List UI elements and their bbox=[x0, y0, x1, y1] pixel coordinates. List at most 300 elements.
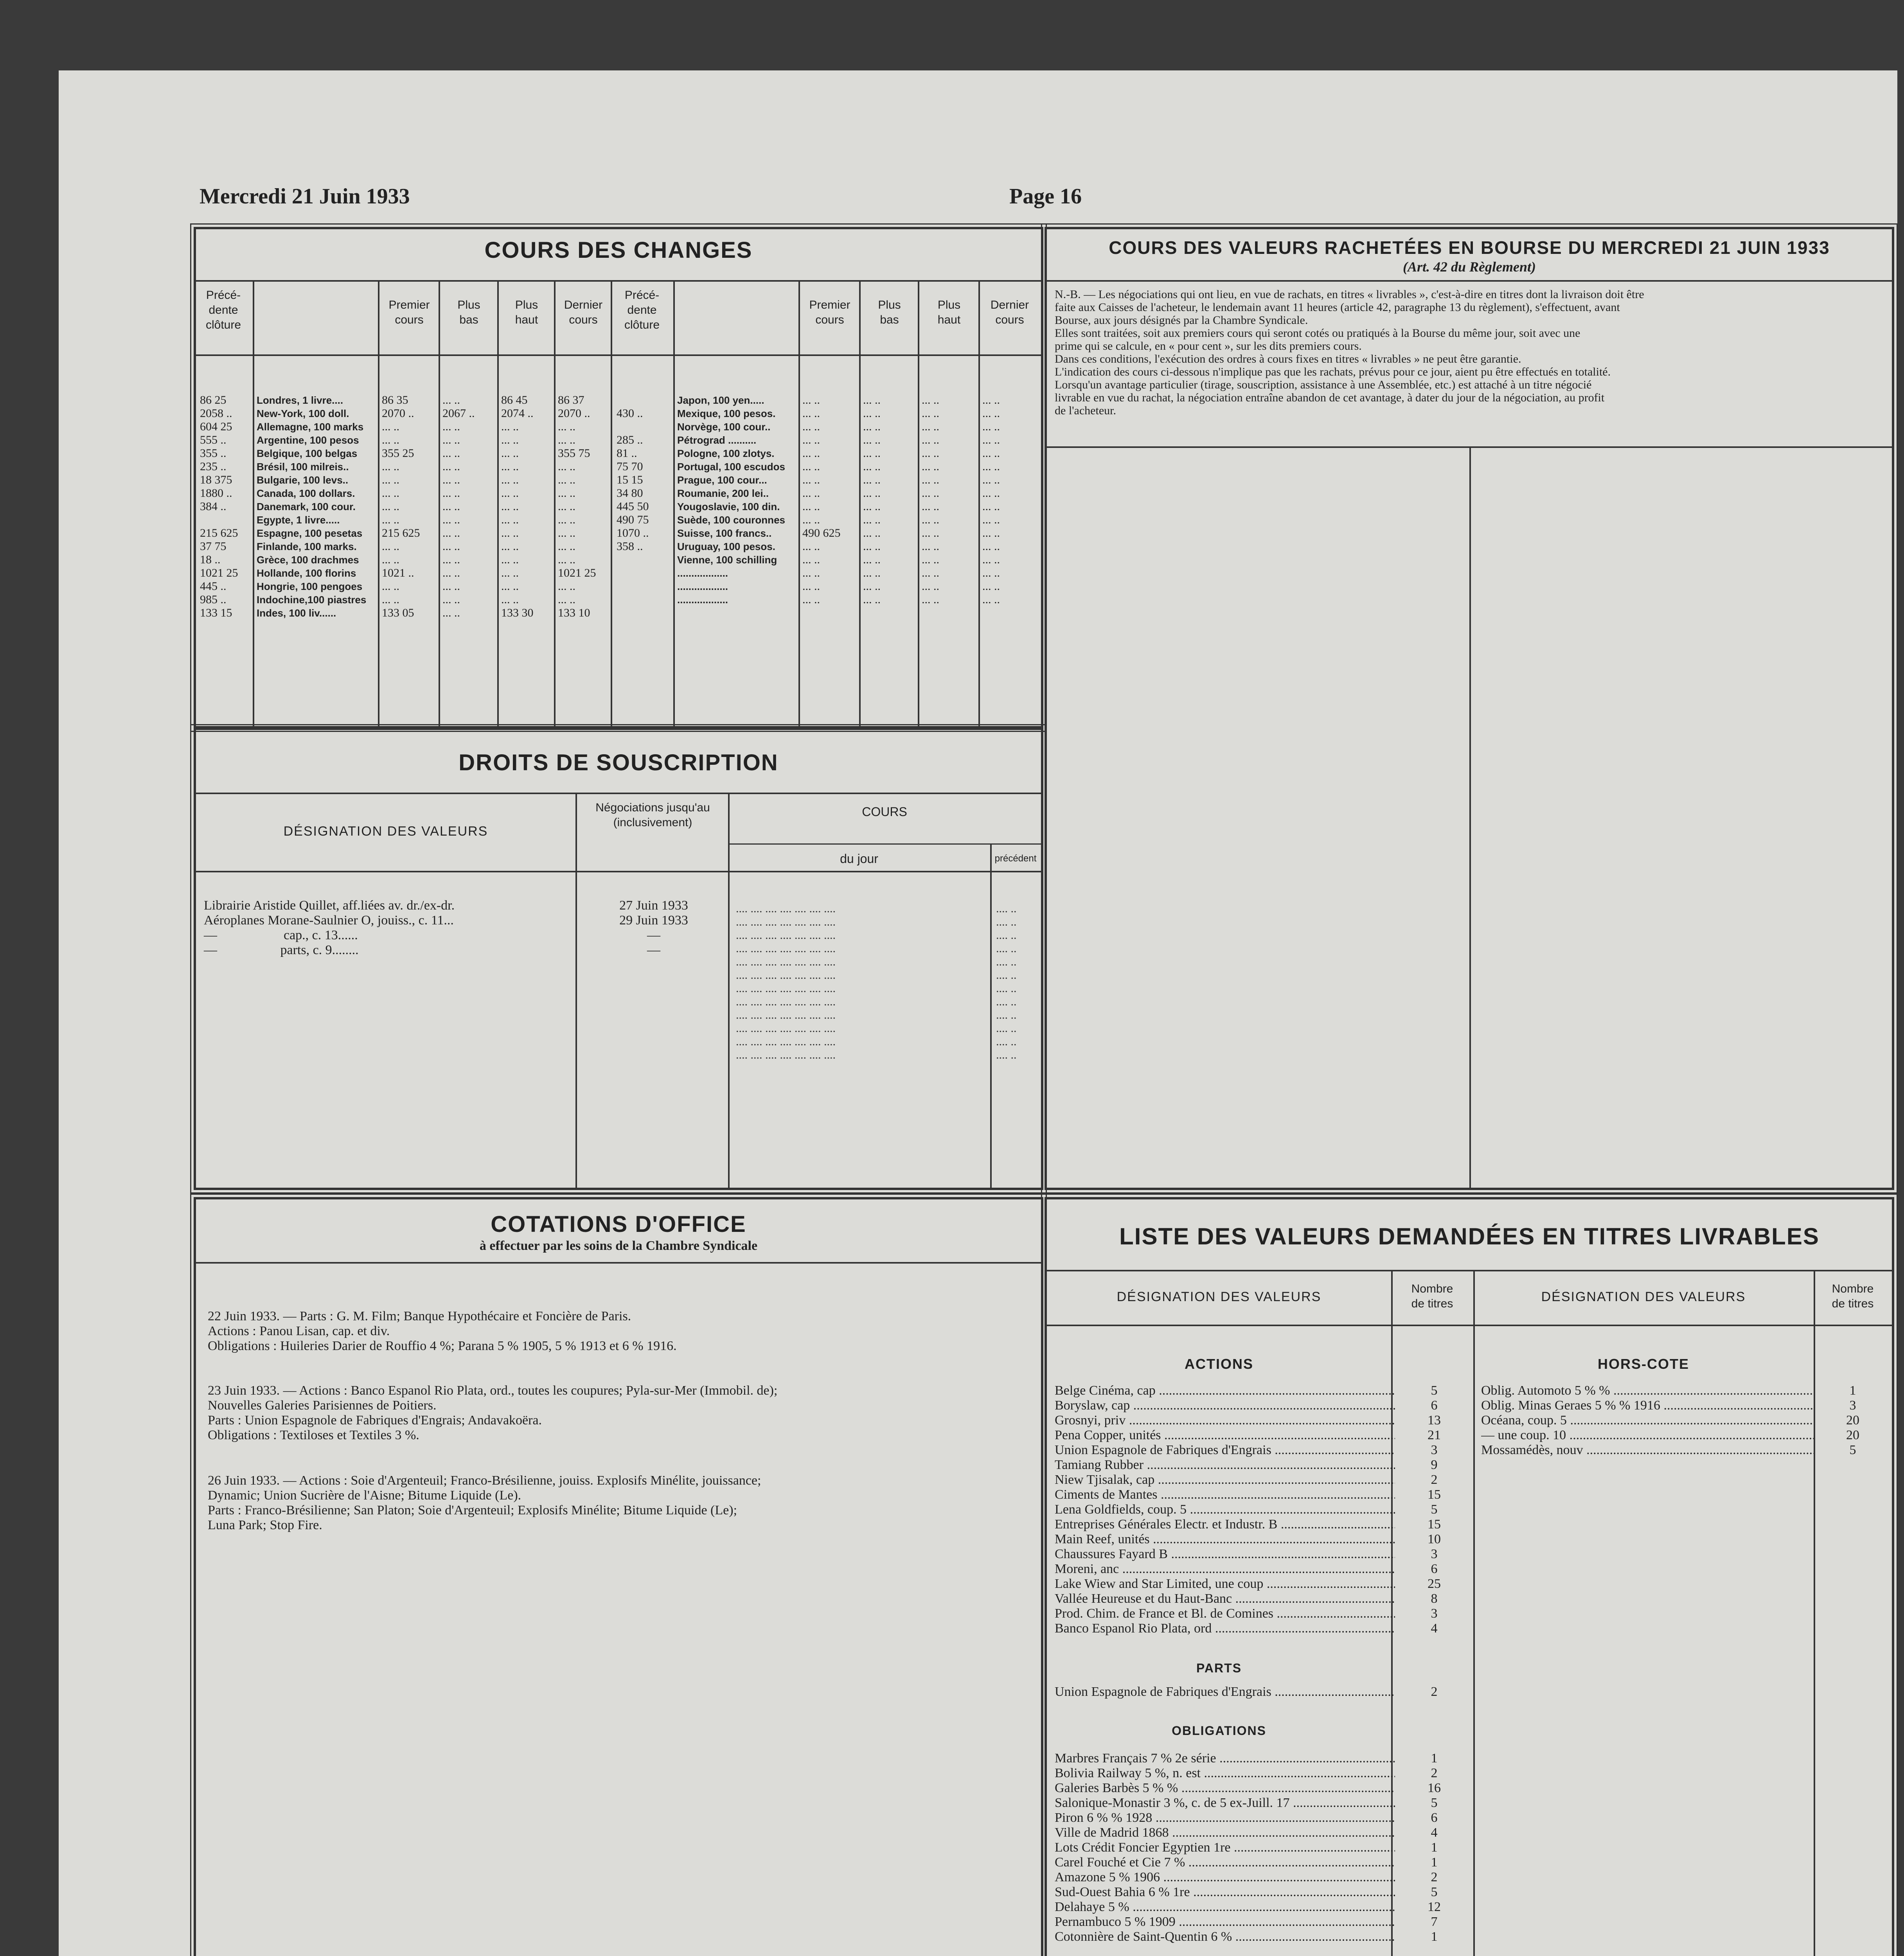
line: Prague, 100 cour... bbox=[677, 474, 767, 486]
changes-right-prev bbox=[617, 394, 649, 606]
line: ... .. bbox=[863, 407, 881, 420]
line bbox=[617, 394, 649, 407]
livrables-oblig-title: OBLIGATIONS bbox=[1172, 1724, 1266, 1738]
line: ... .. bbox=[982, 566, 1000, 579]
item-name: Ville de Madrid 1868 ..... bbox=[1055, 1825, 1395, 1840]
line: Elles sont traitées, soit aux premiers cours qui seront cotés ou pratiqués à la Bourse du même jour, soit avec une bbox=[1055, 327, 1580, 340]
line: ... .. bbox=[382, 433, 399, 446]
line: Indes, 100 liv...... bbox=[257, 607, 336, 619]
line: ... .. bbox=[863, 540, 881, 553]
line: ... .. bbox=[382, 420, 399, 433]
line: ... .. bbox=[982, 460, 1000, 473]
line: ... .. bbox=[863, 433, 881, 446]
line: ... .. bbox=[442, 447, 460, 460]
changes-h-premier: Premier cours bbox=[388, 298, 430, 326]
item-count: 6 bbox=[1431, 1810, 1438, 1825]
line: Parts : Union Espagnole de Fabriques d'Engrais; Andavakoëra. bbox=[208, 1413, 542, 1427]
line: ... .. bbox=[982, 487, 1000, 500]
line: ... .. bbox=[922, 420, 939, 433]
souscription-dots: .... .... .... .... .... .... .... .... .... .... .... .... .... .... .... .... .... .... .... .... .... .... .... .... .... .... .... .... .... .... .... .... .... .... .... .... .... .... .... .... .... .... .... .... .... .... .... .... .... .... .... .... .... .... .... .... .... .... .... .... .... .... .... .... .... .... .... .... .... .... .... .... .... .... .... .... .... .... .... .... .... .... .... .... bbox=[736, 902, 836, 1061]
line: ... .. bbox=[802, 593, 820, 606]
line: 384 .. bbox=[200, 500, 227, 513]
line: ... .. bbox=[802, 407, 820, 420]
page-date: Mercredi 21 Juin 1933 bbox=[200, 184, 410, 209]
line: ... .. bbox=[501, 527, 519, 539]
line: Hongrie, 100 pengoes bbox=[257, 581, 363, 592]
line: ... .. bbox=[501, 553, 519, 566]
line: 285 .. bbox=[617, 433, 643, 446]
line: ... .. bbox=[982, 513, 1000, 526]
line: ... .. bbox=[442, 500, 460, 513]
line: ... .. bbox=[442, 460, 460, 473]
item-name: Oblig. Automoto 5 % % ..... bbox=[1481, 1383, 1814, 1398]
office-title: COTATIONS D'OFFICE bbox=[491, 1212, 746, 1237]
line: 86 25 bbox=[200, 394, 227, 406]
line: ... .. bbox=[442, 527, 460, 539]
item-name: Boryslaw, cap ..... bbox=[1055, 1398, 1395, 1413]
line: 490 75 bbox=[617, 513, 649, 526]
item-name: Union Espagnole de Fabriques d'Engrais ..... bbox=[1055, 1685, 1395, 1699]
line bbox=[617, 553, 649, 566]
line: ... .. bbox=[501, 447, 519, 460]
line: Grèce, 100 drachmes bbox=[257, 554, 359, 566]
office-subtitle: à effectuer par les soins de la Chambre Syndicale bbox=[479, 1239, 758, 1253]
line: ... .. bbox=[982, 527, 1000, 539]
line: ... .. bbox=[501, 433, 519, 446]
line: ... .. bbox=[863, 593, 881, 606]
changes-h-bas-2: Plus bas bbox=[878, 298, 901, 326]
line: Hollande, 100 florins bbox=[257, 567, 356, 579]
line: 355 .. bbox=[200, 447, 227, 460]
list-item bbox=[1055, 1472, 1473, 1487]
rachetees-title: COURS DES VALEURS RACHETÉES EN BOURSE DU MERCREDI 21 JUIN 1933 bbox=[1109, 237, 1830, 258]
line: Lorsqu'un avantage particulier (tirage, souscription, assistance à une Assemblée, etc.) est attaché à un titre négocié bbox=[1055, 378, 1592, 391]
line bbox=[200, 513, 238, 527]
item-name: Marbres Français 7 % 2e série ..... bbox=[1055, 1751, 1395, 1766]
line: ... .. bbox=[802, 487, 820, 500]
line: 22 Juin 1933. — Parts : G. M. Film; Banque Hypothécaire et Foncière de Paris. bbox=[208, 1309, 631, 1323]
line: de l'acheteur. bbox=[1055, 404, 1116, 417]
line: 34 80 bbox=[617, 487, 643, 500]
list-item bbox=[1055, 1900, 1473, 1915]
line: ... .. bbox=[382, 540, 399, 553]
line bbox=[617, 566, 649, 580]
line: Bourse, aux jours désignés par la Chambre Syndicale. bbox=[1055, 314, 1308, 327]
list-item bbox=[1055, 1517, 1473, 1532]
line: N.-B. — Les négociations qui ont lieu, en vue de rachats, en titres « livrables », c'est-à-dire en titres dont la livraison doit être bbox=[1055, 288, 1644, 301]
line: Suisse, 100 francs.. bbox=[677, 527, 772, 539]
souscription-h-cours: COURS bbox=[862, 805, 907, 819]
line: Espagne, 100 pesetas bbox=[257, 527, 363, 539]
line: Obligations : Huileries Darier de Rouffio 4 %; Parana 5 % 1905, 5 % 1913 et 6 % 1916. bbox=[208, 1339, 677, 1353]
line: Portugal, 100 escudos bbox=[677, 461, 785, 473]
line: ... .. bbox=[442, 540, 460, 553]
changes-title: COURS DES CHANGES bbox=[484, 237, 753, 263]
line: Argentine, 100 pesos bbox=[257, 434, 359, 446]
line: 1021 .. bbox=[382, 566, 414, 579]
line: 75 70 bbox=[617, 460, 643, 473]
list-item bbox=[1481, 1383, 1892, 1398]
item-name: Prod. Chim. de France et Bl. de Comines ..... bbox=[1055, 1606, 1395, 1621]
line: Brésil, 100 milreis.. bbox=[257, 461, 349, 473]
item-name: Vallée Heureuse et du Haut-Banc ..... bbox=[1055, 1591, 1395, 1606]
line: Obligations : Textiloses et Textiles 3 %. bbox=[208, 1428, 419, 1442]
line: ... .. bbox=[442, 593, 460, 606]
line: — parts, c. 9........ bbox=[204, 943, 359, 957]
line: ... .. bbox=[922, 593, 939, 606]
item-name: Lena Goldfields, coup. 5 ..... bbox=[1055, 1502, 1395, 1517]
line: ... .. bbox=[922, 580, 939, 593]
list-item bbox=[1055, 1443, 1473, 1458]
line: Dans ces conditions, l'exécution des ordres à cours fixes en titres « livrables » ne peut être garantie. bbox=[1055, 352, 1521, 365]
line: ... .. bbox=[982, 433, 1000, 446]
line: 2067 .. bbox=[442, 407, 475, 420]
livrables-h-designation-2: DÉSIGNATION DES VALEURS bbox=[1541, 1289, 1746, 1304]
livrables-oblig bbox=[1055, 1751, 1473, 1944]
line: ... .. bbox=[922, 473, 939, 486]
item-name: — une coup. 10 ..... bbox=[1481, 1428, 1814, 1443]
line: 215 625 bbox=[200, 527, 238, 539]
changes-h-prev-2: Précé- dente clôture bbox=[624, 289, 660, 331]
office-box bbox=[194, 1197, 1043, 1956]
line: 490 625 bbox=[802, 527, 841, 539]
item-count: 3 bbox=[1431, 1443, 1438, 1457]
item-name: Moreni, anc ..... bbox=[1055, 1562, 1395, 1577]
line: ... .. bbox=[501, 540, 519, 553]
item-name: Entreprises Générales Electr. et Industr. B ..... bbox=[1055, 1517, 1395, 1532]
line: 1880 .. bbox=[200, 487, 232, 500]
line: ... .. bbox=[922, 513, 939, 526]
item-count: 3 bbox=[1431, 1547, 1438, 1561]
line: ... .. bbox=[802, 566, 820, 579]
livrables-hc bbox=[1481, 1383, 1892, 1458]
line: 2070 .. bbox=[558, 407, 590, 420]
line: ... .. bbox=[922, 566, 939, 579]
changes-left-bas bbox=[442, 394, 475, 620]
item-name: Belge Cinéma, cap ..... bbox=[1055, 1383, 1395, 1398]
line: 15 15 bbox=[617, 473, 643, 486]
line: — cap., c. 13...... bbox=[204, 928, 358, 942]
line: ... .. bbox=[922, 460, 939, 473]
office-para-1 bbox=[208, 1309, 1029, 1354]
livrables-actions bbox=[1055, 1383, 1473, 1636]
souscription-dates bbox=[579, 898, 728, 958]
list-item bbox=[1055, 1413, 1473, 1428]
changes-left-premier bbox=[382, 394, 420, 620]
line: ... .. bbox=[802, 540, 820, 553]
line: 86 37 bbox=[558, 394, 584, 406]
line: .................. bbox=[677, 581, 728, 592]
list-item bbox=[1055, 1502, 1473, 1517]
changes-h-dernier: Dernier cours bbox=[564, 298, 603, 326]
item-count: 3 bbox=[1431, 1606, 1438, 1621]
line: Mexique, 100 pesos. bbox=[677, 408, 776, 419]
item-name: Cotonnière de Saint-Quentin 6 % ..... bbox=[1055, 1929, 1395, 1944]
item-count: 12 bbox=[1428, 1900, 1441, 1914]
line: ... .. bbox=[802, 513, 820, 526]
line: ... .. bbox=[501, 420, 519, 433]
line: ... .. bbox=[558, 460, 575, 473]
line: ... .. bbox=[863, 580, 881, 593]
livrables-box bbox=[1045, 1197, 1894, 1956]
line: Danemark, 100 cour. bbox=[257, 501, 356, 512]
item-name: Galeries Barbès 5 % % ..... bbox=[1055, 1781, 1395, 1796]
list-item bbox=[1055, 1383, 1473, 1398]
item-count: 5 bbox=[1431, 1502, 1438, 1517]
line: ... .. bbox=[922, 447, 939, 460]
line: 86 35 bbox=[382, 394, 408, 406]
item-count: 5 bbox=[1849, 1443, 1856, 1457]
list-item bbox=[1055, 1562, 1473, 1577]
list-item bbox=[1055, 1606, 1473, 1621]
line: 27 Juin 1933 bbox=[619, 898, 688, 913]
item-count: 2 bbox=[1431, 1472, 1438, 1487]
changes-box bbox=[194, 227, 1043, 728]
item-name: Salonique-Monastir 3 %, c. de 5 ex-Juill. 17 ..... bbox=[1055, 1796, 1395, 1810]
changes-right-bas bbox=[863, 394, 881, 606]
line: ... .. bbox=[802, 553, 820, 566]
line: ... .. bbox=[922, 553, 939, 566]
rachetees-subtitle: (Art. 42 du Règlement) bbox=[1403, 259, 1536, 275]
item-name: Piron 6 % % 1928 ..... bbox=[1055, 1810, 1395, 1825]
line: ... .. bbox=[442, 394, 460, 406]
line: ... .. bbox=[442, 566, 460, 579]
line: ... .. bbox=[501, 500, 519, 513]
list-item bbox=[1055, 1915, 1473, 1929]
line: Uruguay, 100 pesos. bbox=[677, 541, 775, 552]
item-count: 4 bbox=[1431, 1825, 1438, 1840]
changes-left-haut bbox=[501, 394, 534, 620]
livrables-h-nombre: Nombre de titres bbox=[1411, 1282, 1453, 1310]
line: Librairie Aristide Quillet, aff.liées av. dr./ex-dr. bbox=[204, 898, 455, 913]
line: Nouvelles Galeries Parisiennes de Poitiers. bbox=[208, 1398, 437, 1413]
line: 86 45 bbox=[501, 394, 528, 406]
list-item bbox=[1481, 1428, 1892, 1443]
changes-h-haut: Plus haut bbox=[515, 298, 538, 326]
souscription-h-precedent: précédent bbox=[994, 853, 1037, 864]
item-count: 1 bbox=[1431, 1855, 1438, 1870]
list-item bbox=[1055, 1781, 1473, 1796]
line: 1070 .. bbox=[617, 527, 649, 539]
line: ... .. bbox=[558, 540, 575, 553]
item-name: Mossamédès, nouv ..... bbox=[1481, 1443, 1814, 1458]
livrables-title: LISTE DES VALEURS DEMANDÉES EN TITRES LIVRABLES bbox=[1119, 1223, 1819, 1249]
changes-h-dernier-2: Dernier cours bbox=[990, 298, 1029, 326]
line: 1021 25 bbox=[200, 566, 238, 579]
list-item bbox=[1055, 1591, 1473, 1606]
line: ... .. bbox=[558, 500, 575, 513]
list-item bbox=[1481, 1443, 1892, 1458]
line: ... .. bbox=[558, 553, 575, 566]
line: 604 25 bbox=[200, 420, 232, 433]
line: ... .. bbox=[802, 394, 820, 406]
page-number: Page 16 bbox=[1009, 184, 1082, 209]
item-count: 21 bbox=[1428, 1428, 1441, 1442]
item-name: Pernambuco 5 % 1909 ..... bbox=[1055, 1915, 1395, 1929]
list-item bbox=[1055, 1398, 1473, 1413]
line: 23 Juin 1933. — Actions : Banco Espanol Rio Plata, ord., toutes les coupures; Pyla-sur-Mer (Immobil. de); bbox=[208, 1383, 778, 1398]
line: ... .. bbox=[922, 487, 939, 500]
line: ... .. bbox=[863, 420, 881, 433]
list-item bbox=[1055, 1621, 1473, 1636]
line: ... .. bbox=[982, 553, 1000, 566]
list-item bbox=[1055, 1532, 1473, 1547]
list-item bbox=[1055, 1766, 1473, 1781]
changes-right-haut bbox=[922, 394, 939, 606]
livrables-hc-title: HORS-COTE bbox=[1598, 1356, 1689, 1372]
item-count: 5 bbox=[1431, 1383, 1438, 1398]
line: prime qui se calcule, en « pour cent », sur les dits premiers cours. bbox=[1055, 340, 1362, 352]
line: ... .. bbox=[863, 460, 881, 473]
line: ... .. bbox=[442, 513, 460, 526]
souscription-rows bbox=[204, 898, 455, 958]
line: Norvège, 100 cour.. bbox=[677, 421, 771, 433]
list-item bbox=[1055, 1810, 1473, 1825]
line: ... .. bbox=[802, 460, 820, 473]
list-item bbox=[1055, 1885, 1473, 1900]
line: ... .. bbox=[982, 593, 1000, 606]
line: Canada, 100 dollars. bbox=[257, 487, 355, 499]
line: ... .. bbox=[982, 407, 1000, 420]
item-count: 20 bbox=[1846, 1413, 1859, 1427]
line: ... .. bbox=[501, 566, 519, 579]
line bbox=[617, 580, 649, 593]
line: ... .. bbox=[982, 394, 1000, 406]
line: ... .. bbox=[802, 433, 820, 446]
list-item bbox=[1055, 1547, 1473, 1562]
line: ... .. bbox=[501, 593, 519, 606]
line: 133 30 bbox=[501, 606, 534, 619]
item-name: Amazone 5 % 1906 ..... bbox=[1055, 1870, 1395, 1885]
item-count: 15 bbox=[1428, 1487, 1441, 1502]
line: ... .. bbox=[442, 606, 460, 619]
item-count: 3 bbox=[1849, 1398, 1856, 1413]
souscription-h-nego: Négociations jusqu'au (inclusivement) bbox=[595, 801, 710, 829]
line: New-York, 100 doll. bbox=[257, 408, 349, 419]
line: ... .. bbox=[442, 487, 460, 500]
line: 133 10 bbox=[558, 606, 590, 619]
line: Pétrograd .......... bbox=[677, 434, 757, 446]
changes-left-names bbox=[257, 394, 366, 620]
item-count: 1 bbox=[1849, 1383, 1856, 1398]
changes-h-prev: Précé- dente clôture bbox=[205, 289, 241, 331]
line: Parts : Franco-Brésilienne; San Platon; Soie d'Argenteuil; Explosifs Minélite; Bitume Liquide (Le); bbox=[208, 1503, 737, 1517]
line: 985 .. bbox=[200, 593, 227, 606]
line: ... .. bbox=[382, 593, 399, 606]
line: ... .. bbox=[382, 500, 399, 513]
line: ... .. bbox=[501, 460, 519, 473]
item-name: Sud-Ouest Bahia 6 % 1re ..... bbox=[1055, 1885, 1395, 1900]
item-count: 4 bbox=[1431, 1621, 1438, 1636]
list-item bbox=[1055, 1458, 1473, 1472]
line: ... .. bbox=[382, 473, 399, 486]
item-count: 1 bbox=[1431, 1751, 1438, 1765]
line: 26 Juin 1933. — Actions : Soie d'Argenteuil; Franco-Brésilienne, jouiss. Explosifs Minélite, jouissance; bbox=[208, 1473, 761, 1488]
line: ... .. bbox=[558, 433, 575, 446]
livrables-parts-title: PARTS bbox=[1196, 1661, 1242, 1675]
line: Londres, 1 livre.... bbox=[257, 394, 343, 406]
item-name: Chaussures Fayard B ..... bbox=[1055, 1547, 1395, 1562]
line: ... .. bbox=[982, 580, 1000, 593]
item-count: 15 bbox=[1428, 1517, 1441, 1532]
item-count: 6 bbox=[1431, 1398, 1438, 1413]
line: ... .. bbox=[863, 527, 881, 539]
item-count: 5 bbox=[1431, 1796, 1438, 1810]
line: ... .. bbox=[382, 460, 399, 473]
list-item bbox=[1055, 1428, 1473, 1443]
line: 2074 .. bbox=[501, 407, 534, 420]
item-name: Delahaye 5 % ..... bbox=[1055, 1900, 1395, 1915]
item-count: 2 bbox=[1431, 1766, 1438, 1780]
line bbox=[617, 420, 649, 433]
line: 18 .. bbox=[200, 553, 221, 566]
line: Belgique, 100 belgas bbox=[257, 448, 358, 459]
item-name: Banco Espanol Rio Plata, ord ..... bbox=[1055, 1621, 1395, 1636]
item-count: 9 bbox=[1431, 1458, 1438, 1472]
item-name: Carel Fouché et Cie 7 % ..... bbox=[1055, 1855, 1395, 1870]
line: .................. bbox=[677, 567, 728, 579]
newspaper-page bbox=[59, 70, 1897, 1956]
line: ... .. bbox=[922, 527, 939, 539]
changes-h-haut-2: Plus haut bbox=[937, 298, 961, 326]
line: ... .. bbox=[982, 540, 1000, 553]
line: ... .. bbox=[442, 580, 460, 593]
line: livrable en vue du rachat, la négociation entraîne abandon de cet avantage, à dater du jour de la négociation, au profit bbox=[1055, 391, 1605, 404]
line: — bbox=[647, 943, 660, 957]
line: 1021 25 bbox=[558, 566, 596, 579]
line: ... .. bbox=[501, 473, 519, 486]
line: ... .. bbox=[382, 513, 399, 526]
line: 355 25 bbox=[382, 447, 414, 460]
line: faite aux Caisses de l'acheteur, le lendemain avant 11 heures (article 42, paragraphe 13 du règlement), s'effectuent, avant bbox=[1055, 301, 1620, 314]
souscription-h-designation: DÉSIGNATION DES VALEURS bbox=[283, 824, 488, 839]
line: ... .. bbox=[382, 487, 399, 500]
changes-right-names bbox=[677, 394, 785, 606]
list-item bbox=[1481, 1398, 1892, 1413]
livrables-actions-title: ACTIONS bbox=[1185, 1356, 1253, 1372]
line: .................. bbox=[677, 594, 728, 606]
line: ... .. bbox=[558, 593, 575, 606]
line: 133 15 bbox=[200, 606, 232, 619]
item-name: Main Reef, unités ..... bbox=[1055, 1532, 1395, 1547]
item-count: 1 bbox=[1431, 1929, 1438, 1944]
item-name: Ciments de Mantes ..... bbox=[1055, 1487, 1395, 1502]
line: 2070 .. bbox=[382, 407, 414, 420]
list-item bbox=[1055, 1577, 1473, 1591]
line: ... .. bbox=[558, 513, 575, 526]
line: Bulgarie, 100 levs.. bbox=[257, 474, 349, 486]
line: Luna Park; Stop Fire. bbox=[208, 1518, 322, 1532]
line: ... .. bbox=[922, 394, 939, 406]
list-item bbox=[1055, 1685, 1473, 1699]
line: 555 .. bbox=[200, 433, 227, 446]
souscription-h-dujour: du jour bbox=[840, 852, 878, 866]
line: 355 75 bbox=[558, 447, 590, 460]
line bbox=[617, 593, 649, 606]
list-item bbox=[1055, 1870, 1473, 1885]
line: ... .. bbox=[442, 433, 460, 446]
line: 18 375 bbox=[200, 473, 232, 486]
line: ... .. bbox=[501, 487, 519, 500]
list-item bbox=[1055, 1751, 1473, 1766]
item-name: Lots Crédit Foncier Egyptien 1re ..... bbox=[1055, 1840, 1395, 1855]
line: ... .. bbox=[982, 473, 1000, 486]
line: 215 625 bbox=[382, 527, 420, 539]
changes-h-bas: Plus bas bbox=[457, 298, 480, 326]
line: Vienne, 100 schilling bbox=[677, 554, 777, 566]
line: Pologne, 100 zlotys. bbox=[677, 448, 775, 459]
line: Roumanie, 200 lei.. bbox=[677, 487, 769, 499]
